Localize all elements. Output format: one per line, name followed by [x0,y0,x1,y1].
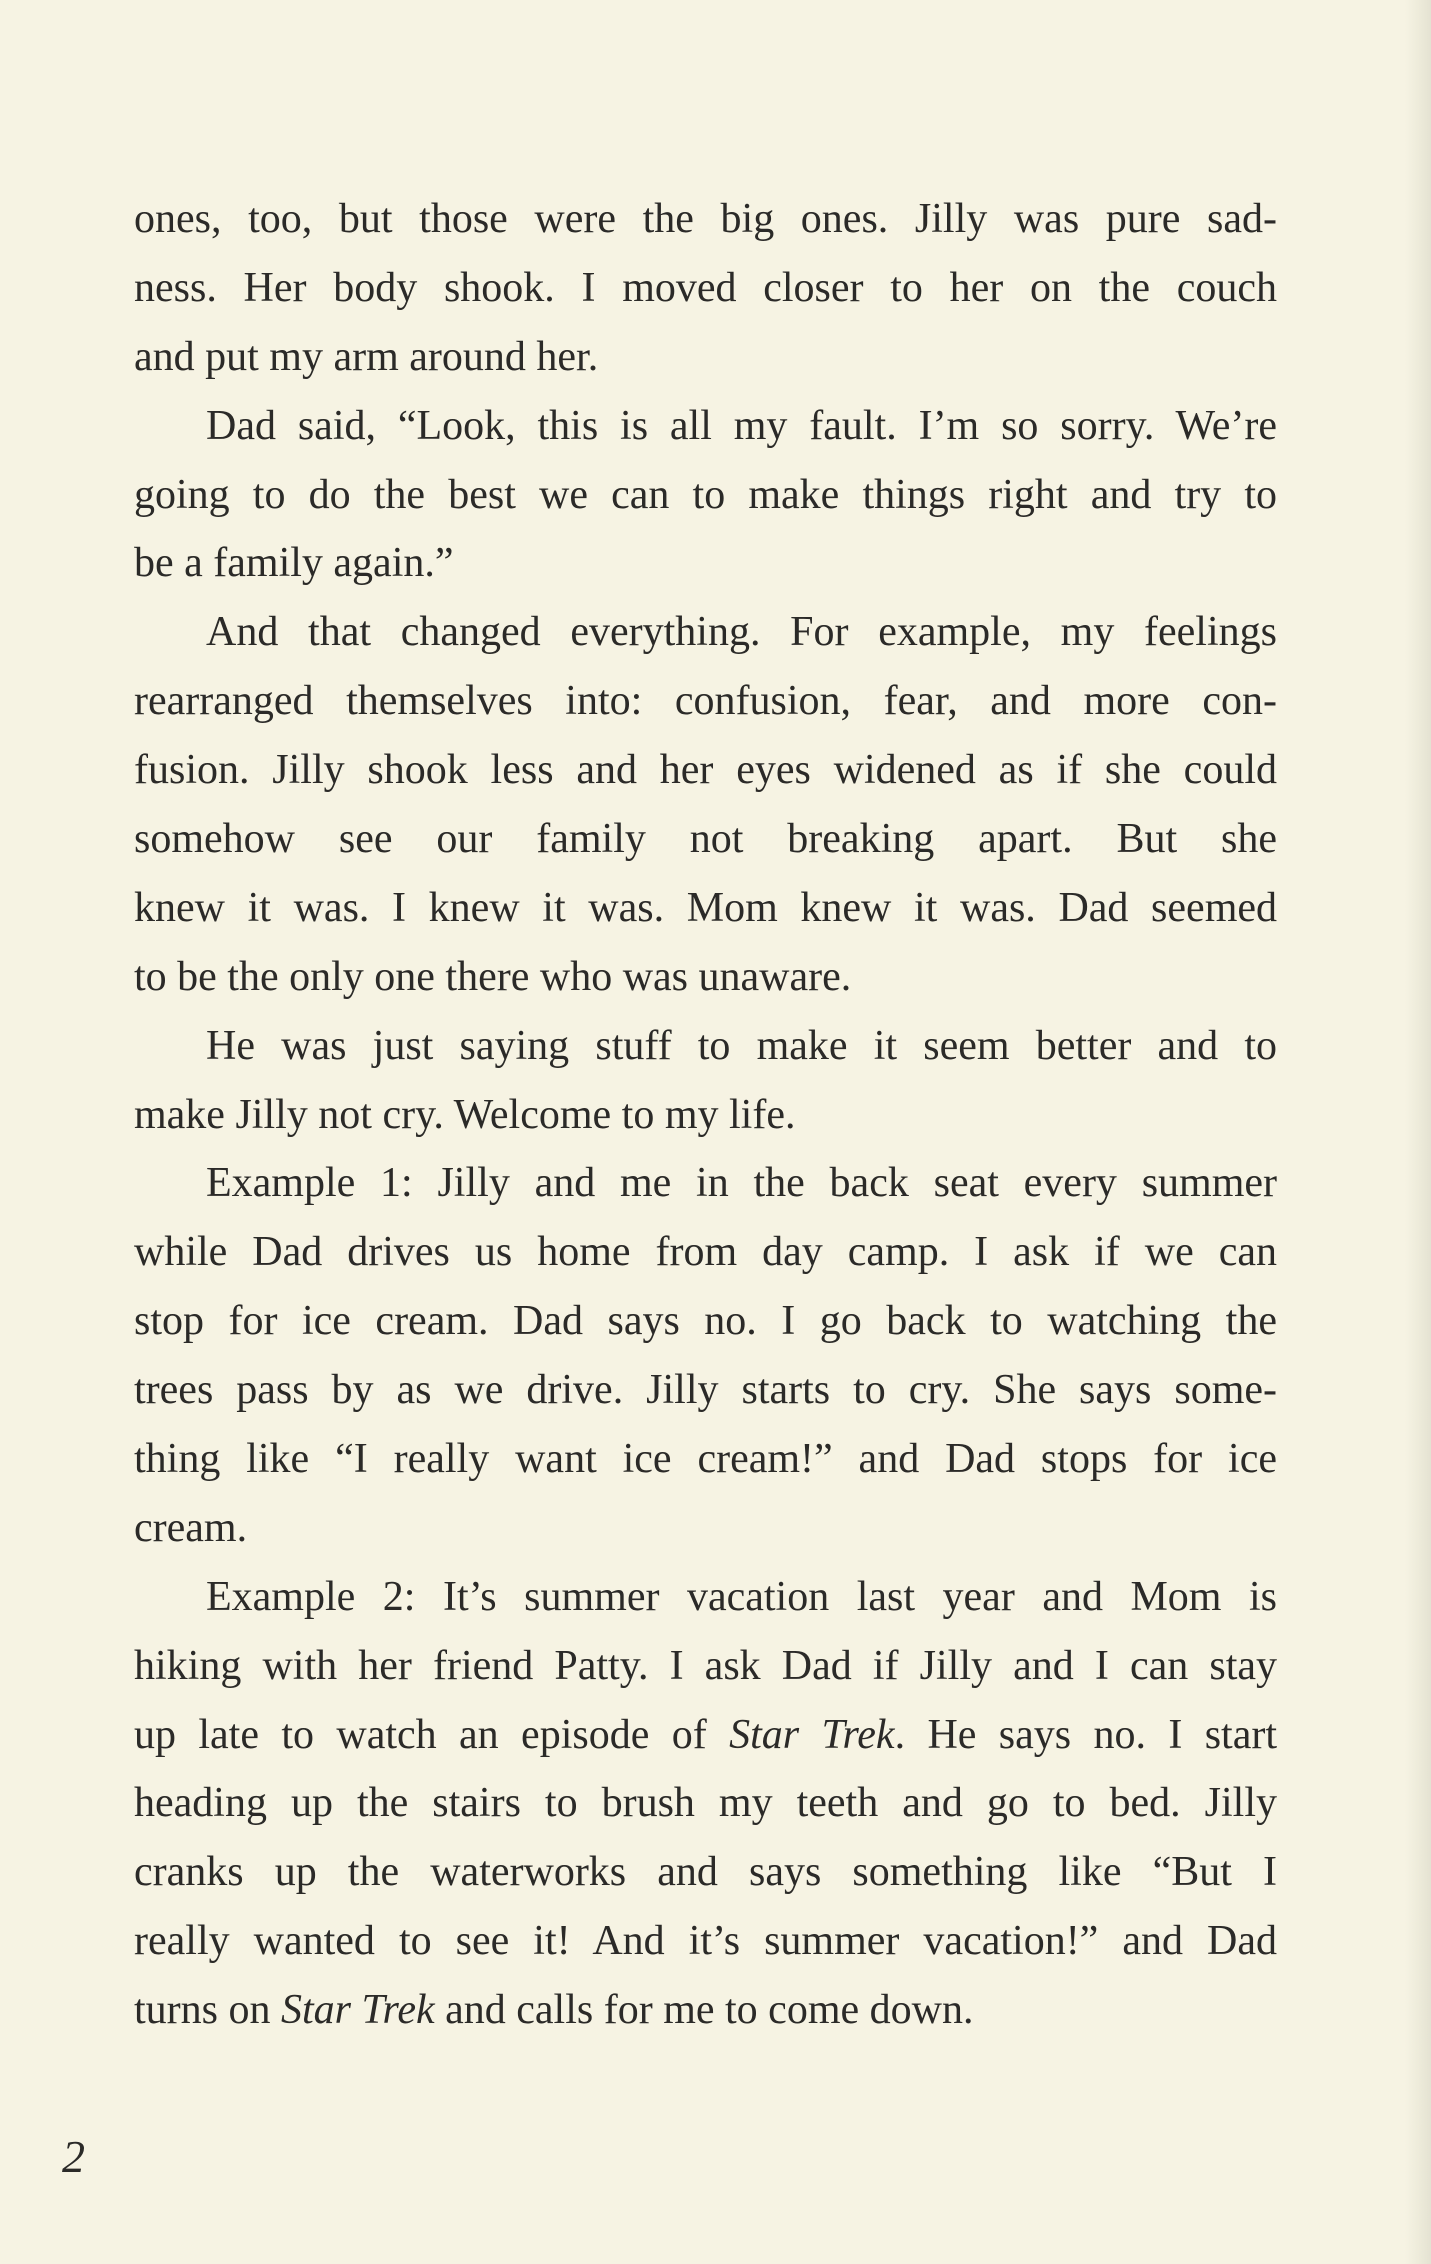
text-line [134,1838,1277,1907]
text-line [134,1907,1277,1976]
italic-title: Star Trek [281,1987,435,2034]
text-line [134,943,1277,1012]
text-line [134,1218,1277,1287]
text-segment: while Dad drives us home from day camp. I ask if we can [134,1229,1277,1276]
text-line [134,1425,1277,1494]
text-segment: knew it was. I knew it was. Mom knew it was. Dad seemed [134,884,1277,931]
text-line [134,1701,1277,1770]
text-segment: trees pass by as we drive. Jilly starts to cry. She says some- [134,1367,1277,1414]
text-segment: really wanted to see it! And it’s summer vacation!” and Dad [134,1918,1277,1965]
text-line [134,1356,1277,1425]
text-line [134,529,1277,598]
text-segment: be a family again.” [134,540,454,587]
text-line [134,323,1277,392]
text-segment: to be the only one there who was unaware. [134,953,852,1000]
text-line [134,461,1277,530]
text-line [134,185,1277,254]
text-segment: stop for ice cream. Dad says no. I go back to watching the [134,1298,1277,1345]
page-edge-shadow [1405,0,1431,2264]
text-segment: ness. Her body shook. I moved closer to her on the couch [134,264,1277,311]
text-segment: . He says no. I start [894,1711,1278,1758]
text-segment: and put my arm around her. [134,333,599,380]
text-line [134,1632,1277,1701]
text-line [134,805,1277,874]
text-line [134,667,1277,736]
paragraph [134,185,1277,392]
text-segment: somehow see our family not breaking apart. But she [134,816,1277,863]
italic-title: Star Trek [729,1711,895,1758]
text-segment: and calls for me to come down. [434,1987,974,2034]
text-line [134,874,1277,943]
page-number: 2 [62,2131,85,2182]
text-line [134,1149,1277,1218]
text-line [134,736,1277,805]
text-segment: Example 2: It’s summer vacation last year and Mom is [206,1573,1277,1620]
paragraph [134,1563,1277,2045]
text-line [134,598,1277,667]
paragraph [134,1012,1277,1150]
text-segment: cranks up the waterworks and says something like “But I [134,1849,1277,1896]
text-segment: Example 1: Jilly and me in the back seat every summer [206,1160,1277,1207]
text-segment: Dad said, “Look, this is all my fault. I’m so sorry. We’re [206,402,1277,449]
text-segment: rearranged themselves into: confusion, fear, and more con- [134,678,1277,725]
text-segment: He was just saying stuff to make it seem better and to [206,1022,1277,1069]
text-segment: heading up the stairs to brush my teeth and go to bed. Jilly [134,1780,1277,1827]
text-line [134,1563,1277,1632]
text-line [134,1976,1277,2045]
text-line [134,1287,1277,1356]
text-segment: thing like “I really want ice cream!” and Dad stops for ice [134,1436,1277,1483]
paragraph [134,598,1277,1011]
text-segment: turns on [134,1987,281,2034]
text-segment: up late to watch an episode of [134,1711,730,1758]
text-line [134,1081,1277,1150]
text-segment: And that changed everything. For example, my feelings [206,609,1277,656]
paragraph [134,392,1277,599]
text-line [134,254,1277,323]
body-text [134,185,1277,2045]
text-segment: cream. [134,1504,248,1551]
text-line [134,1494,1277,1563]
text-segment: hiking with her friend Patty. I ask Dad if Jilly and I can stay [134,1642,1277,1689]
text-segment: make Jilly not cry. Welcome to my life. [134,1091,796,1138]
text-segment: going to do the best we can to make things right and try to [134,471,1277,518]
text-line [134,1769,1277,1838]
text-segment: ones, too, but those were the big ones. Jilly was pure sad- [134,196,1277,242]
text-line [134,1012,1277,1081]
text-segment: fusion. Jilly shook less and her eyes widened as if she could [134,747,1277,794]
text-line [134,392,1277,461]
paragraph [134,1149,1277,1562]
